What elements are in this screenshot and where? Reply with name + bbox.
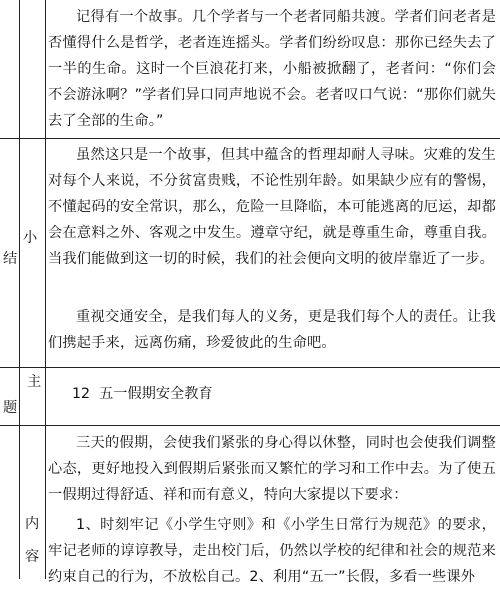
summary-label-char-1: 小 xyxy=(23,230,38,246)
summary-paragraph-2: 重视交通安全，是我们每人的义务，更是我们每个人的责任。让我们携起手来，远离伤痛，珍爱彼此的生命吧。 xyxy=(48,309,496,351)
row-divider-story-summary xyxy=(0,138,500,139)
content-label-char-1: 内 xyxy=(25,516,40,532)
story-paragraph: 记得有一个故事。几个学者与一个老者同船共渡。学者们问老者是否懂得什么是哲学，老者连连摇头。学者们纷纷叹息：那你已经失去了一半的生命。这时一个巨浪花打来，小船被掀翻了，老者问：“你们会不会游泳啊？”学者们异口同声地说不会。老者叹口气说：“那你们就失去了全部的生命。” xyxy=(48,9,496,129)
content-paragraph-2: 1、时刻牢记《小学生守则》和《小学生日常行为规范》的要求，牢记老师的谆谆教导，走出校门后，仍然以学校的纪律和社会的规范来约束自己的行为，不放松自己。2、利用“五一”长假，多看一些课外 xyxy=(48,517,496,585)
summary-label-char-2: 结 xyxy=(3,251,18,267)
content-paragraph-1: 三天的假期，会使我们紧张的身心得以休整，同时也会使我们调整心态，更好地投入到假期后紧张而又繁忙的学习和工作中去。为了使五一假期过得舒适、祥和而有意义，特向大家提以下要求： xyxy=(48,435,496,503)
summary-paragraph-1: 虽然这只是一个故事，但其中蕴含的哲理却耐人寻味。灾难的发生对每个人来说，不分贫富贵贱，不论性别年龄。如果缺少应有的警惕，不懂起码的安全常识，那么，危险一旦降临，本可能逃离的厄运，却都会在意料之外、客观之中发生。遵章守纪，就是尊重生命，尊重自我。当我们能做到这一切的时候，我们的社会便向文明的彼岸靠近了一步。 xyxy=(48,147,496,267)
content-label-char-2: 容 xyxy=(25,549,40,565)
topic-label-char-2: 题 xyxy=(3,400,18,416)
row-divider-summary-topic xyxy=(0,367,500,368)
table-border-left xyxy=(19,0,20,579)
table-column-divider xyxy=(45,0,46,579)
row-divider-topic-content xyxy=(0,425,500,426)
topic-label-char-1: 主 xyxy=(27,374,42,390)
topic-title: 12 五一假期安全教育 xyxy=(72,386,213,402)
